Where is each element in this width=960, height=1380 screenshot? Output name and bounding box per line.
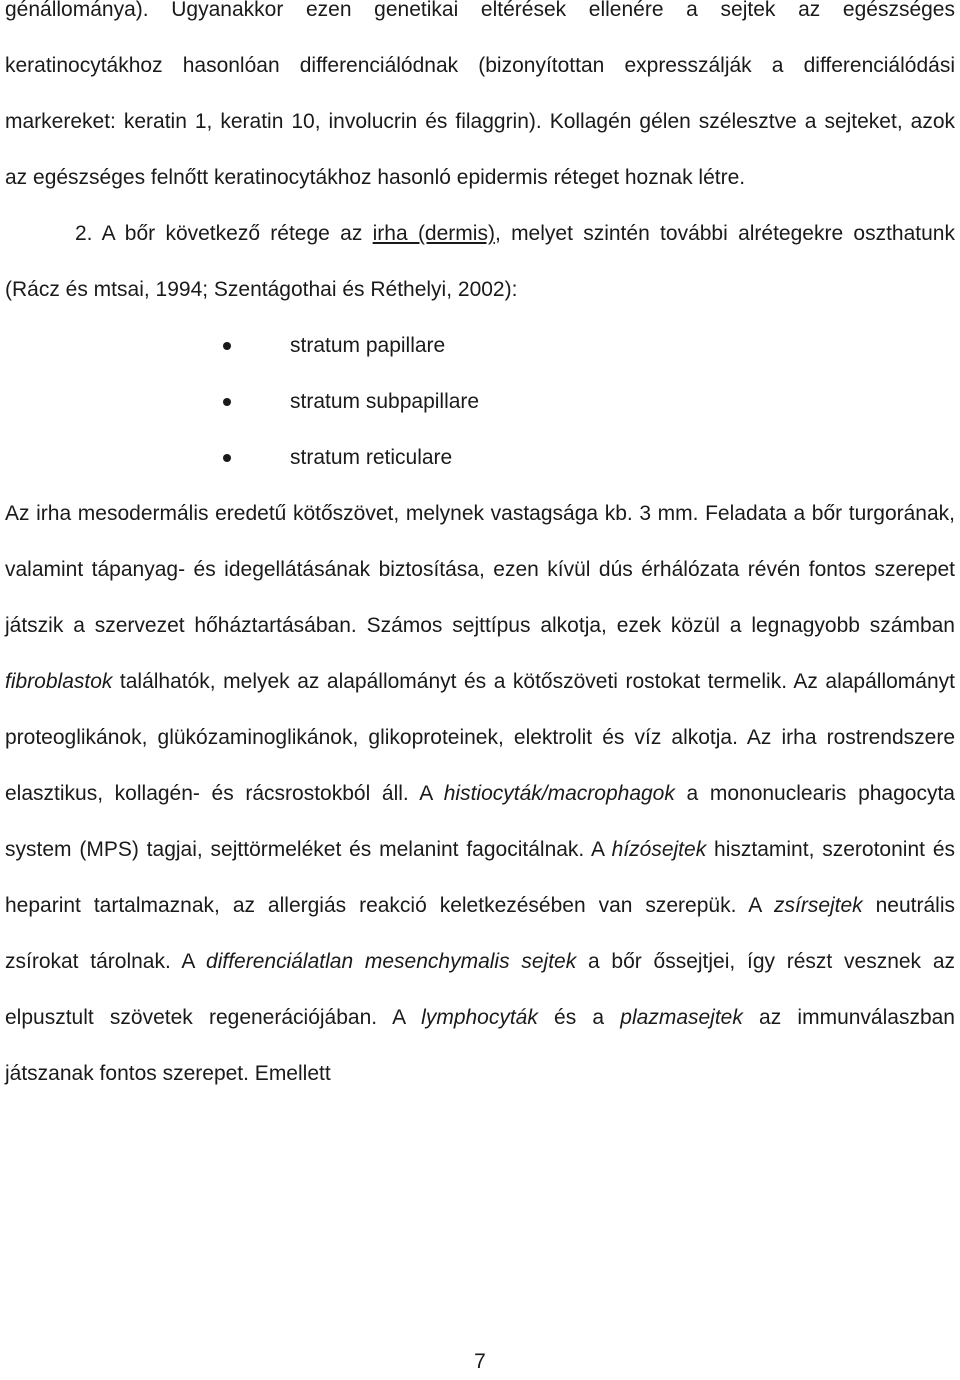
page-number: 7: [474, 1350, 486, 1373]
underlined-term-dermis: irha (dermis): [372, 222, 495, 245]
text-run: neutrális zsírokat tárolnak. A: [5, 894, 956, 973]
paragraph-epidermis-cont: [5, 0, 955, 206]
dermis-sublayer-list: [5, 318, 955, 486]
italic-term: fibroblastok: [5, 670, 113, 693]
list-item: [5, 430, 955, 486]
text-run: Az irha mesodermális eredetű kötőszövet, melynek vastagsága kb. 3 mm. Feladata a bőr turgorának, valamint tápanyag- és idegellátásának biztosítása, ezen kívül dús érhálózata révén fontos szerepet játszik a szervezet hőháztartásában. Számos sejttípus alkotja, ezek közül a legnagyobb számban: [5, 502, 955, 637]
bullet-icon: [223, 454, 231, 462]
text-run: a bőr őssejtjei, így részt vesznek az elpusztult szövetek regenerációjában. A: [5, 950, 955, 1029]
text-run: az immunválaszban játszanak fontos szerepet. Emellett: [5, 1006, 955, 1085]
list-item-label: stratum papillare: [290, 334, 446, 357]
list-item: [5, 318, 955, 374]
italic-term: plazmasejtek: [620, 1006, 743, 1029]
bullet-icon: [223, 342, 231, 350]
text-run: hisztamint, szerotonint és heparint tartalmaznak, az allergiás reakció keletkezésében van szerepük. A: [5, 838, 955, 917]
italic-term: histiocyták/macrophagok: [443, 782, 675, 805]
text-run: a mononuclearis phagocyta system (MPS) tagjai, sejttörmeléket és melanint fagocitálnak. A: [5, 782, 955, 861]
list-item: [5, 374, 955, 430]
text-run: génállománya). Ugyanakkor ezen genetikai eltérések ellenére a sejtek az egészséges keratinocytákhoz hasonlóan differenciálódnak (bizonyítottan expresszálják a differenciálódási markereket: keratin 1, keratin 10, involucrin és filaggrin). Kollagén gélen szélesztve a sejteket, azok az egészséges felnőtt keratinocytákhoz hasonló epidermis réteget hoznak létre.: [5, 0, 955, 189]
bullet-icon: [223, 398, 231, 406]
italic-term: lymphocyták: [421, 1006, 538, 1029]
text-run: , melyet szintén további alrétegekre oszthatunk (Rácz és mtsai, 1994; Szentágothai és Réthelyi, 2002):: [5, 222, 955, 301]
italic-term: hízósejtek: [611, 838, 707, 861]
text-run: 2. A bőr következő rétege az: [75, 222, 373, 245]
text-run: és a: [537, 1006, 621, 1029]
text-run: találhatók, melyek az alapállományt és a kötőszöveti rostokat termelik. Az alapállományt proteoglikánok, glükózaminoglikánok, glikoproteinek, elektrolit és víz alkotja. Az irha rostrendszere elasztikus, kollagén- és rácsrostokból áll. A: [5, 670, 955, 805]
paragraph-dermis-body: [5, 486, 955, 1102]
list-item-label: stratum subpapillare: [290, 390, 480, 413]
italic-term: differenciálatlan mesenchymalis sejtek: [206, 950, 577, 973]
paragraph-dermis-intro: [5, 206, 955, 318]
list-item-label: stratum reticulare: [290, 446, 453, 469]
italic-term: zsírsejtek: [774, 894, 863, 917]
document-page: [5, 0, 955, 1102]
